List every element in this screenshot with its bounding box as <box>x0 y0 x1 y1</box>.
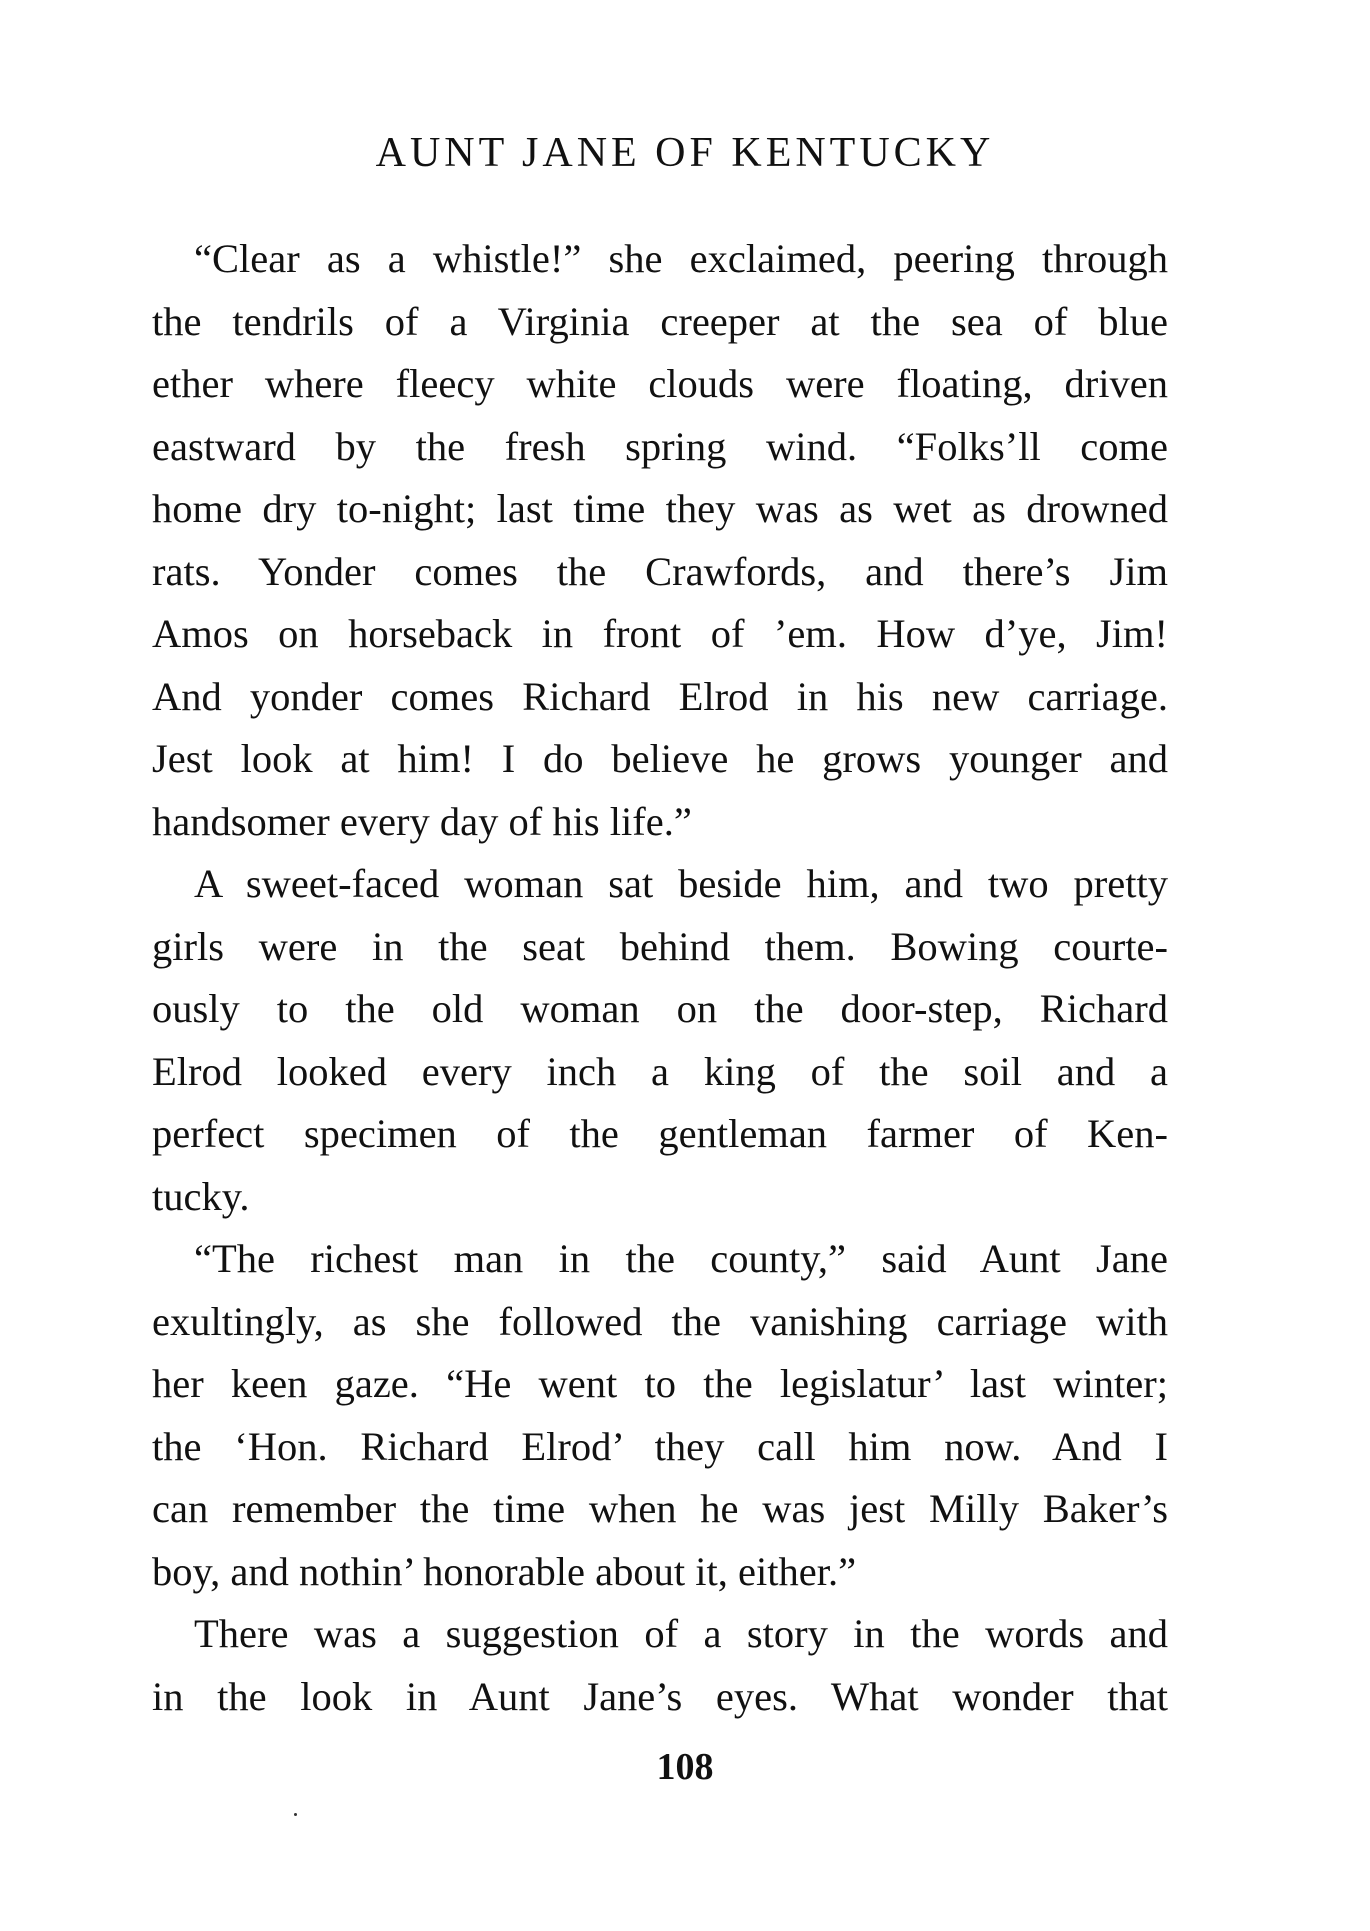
text-line: There was a suggestion of a story in the words and <box>194 1611 1168 1656</box>
text-line: Amos on horseback in front of ’em. How d’ye, Jim! <box>152 611 1168 656</box>
text-line: rats. Yonder comes the Crawfords, and there’s Jim <box>152 548 1168 594</box>
paragraph <box>152 1603 1168 1728</box>
text-line: her keen gaze. “He went to the legislatur’ last winter; <box>152 1361 1168 1406</box>
text-line: And yonder comes Richard Elrod in his new carriage. <box>152 673 1168 719</box>
text-line: girls were in the seat behind them. Bowing courte- <box>152 923 1168 969</box>
text-line: ether where fleecy white clouds were floating, driven <box>152 361 1168 406</box>
text-line: the ‘Hon. Richard Elrod’ they call him now. And I <box>152 1423 1168 1469</box>
text-line: Jest look at him! I do believe he grows younger and <box>152 736 1168 781</box>
text-line: “Clear as a whistle!” she exclaimed, peering through <box>194 236 1168 281</box>
paragraph <box>152 853 1168 1228</box>
text-line: exultingly, as she followed the vanishing carriage with <box>152 1298 1168 1344</box>
paragraph <box>152 228 1168 853</box>
text-line: handsomer every day of his life.” <box>152 798 692 844</box>
running-head: AUNT JANE OF KENTUCKY <box>375 130 995 176</box>
text-line: A sweet-faced woman sat beside him, and two pretty <box>194 861 1168 906</box>
text-line: in the look in Aunt Jane’s eyes. What wonder that <box>152 1673 1168 1719</box>
text-line: tucky. <box>152 1173 250 1219</box>
body-text <box>152 228 1168 1728</box>
text-line: can remember the time when he was jest Milly Baker’s <box>152 1486 1168 1531</box>
text-line: boy, and nothin’ honorable about it, either.” <box>152 1548 857 1594</box>
paragraph <box>152 1228 1168 1603</box>
print-speck <box>294 1813 297 1816</box>
text-line: eastward by the fresh spring wind. “Folks’ll come <box>152 423 1168 469</box>
text-line: home dry to-night; last time they was as wet as drowned <box>152 486 1168 531</box>
text-line: ously to the old woman on the door-step, Richard <box>152 986 1168 1031</box>
text-line: “The richest man in the county,” said Aunt Jane <box>194 1236 1168 1281</box>
text-line: Elrod looked every inch a king of the soil and a <box>152 1048 1168 1094</box>
page-number: 108 <box>656 1746 714 1788</box>
text-line: the tendrils of a Virginia creeper at the sea of blue <box>152 298 1168 344</box>
text-line: perfect specimen of the gentleman farmer of Ken- <box>152 1111 1168 1156</box>
